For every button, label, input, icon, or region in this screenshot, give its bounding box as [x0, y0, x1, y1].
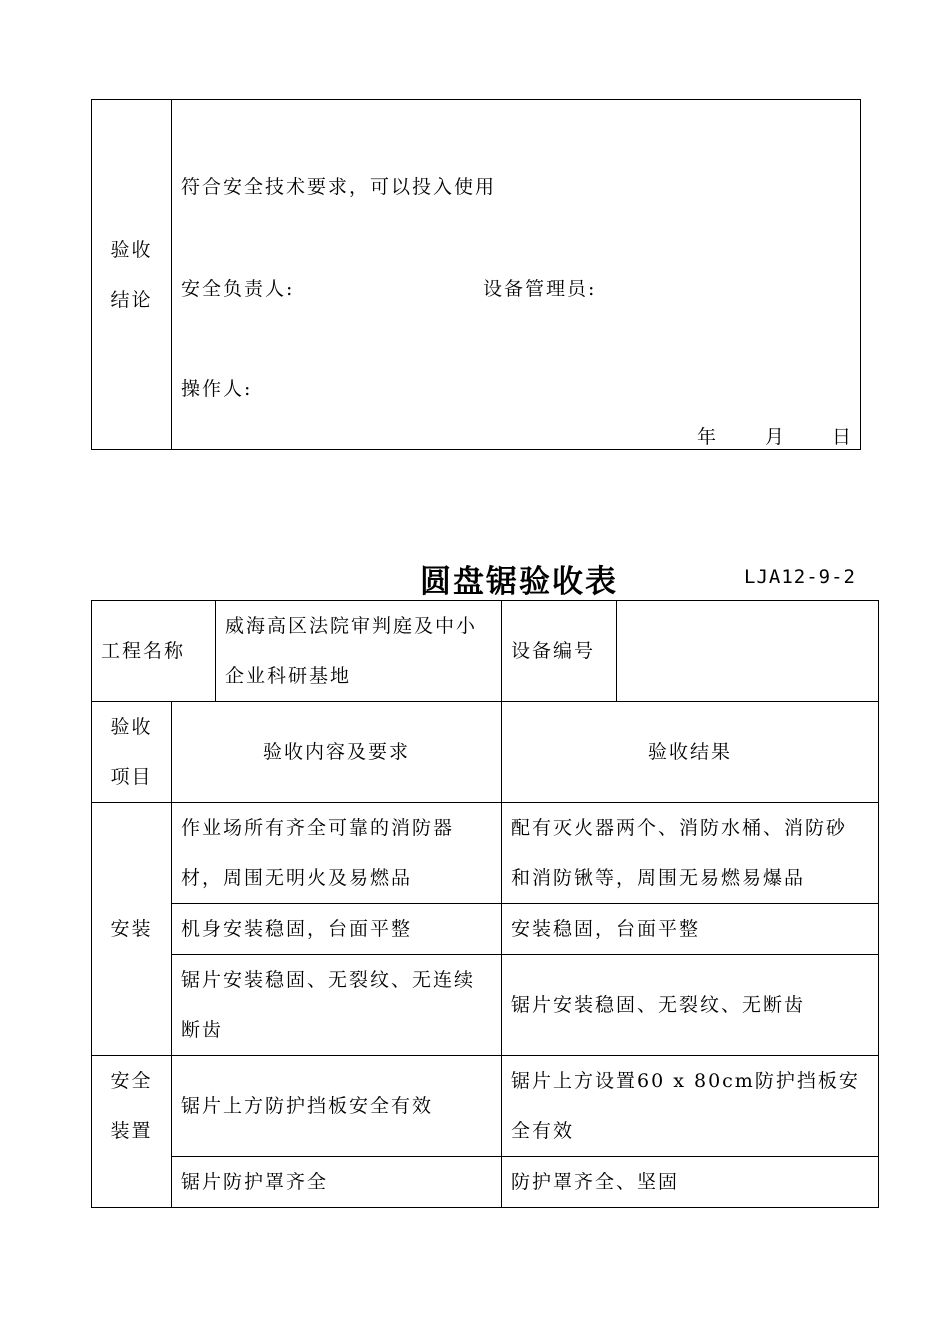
group-name-line: 装置 [110, 1120, 153, 1142]
result-line: 配有灭火器两个、消防水桶、消防砂 [511, 817, 848, 839]
conclusion-label-line: 结论 [110, 288, 153, 311]
group-name-line: 安全 [110, 1070, 153, 1092]
result-line: 和消防锹等，周围无易燃易爆品 [511, 867, 806, 889]
header-item-line: 项目 [110, 766, 153, 788]
group-name: 安装 [92, 803, 172, 1056]
conclusion-label-line: 验收 [110, 238, 153, 261]
table-row [92, 1056, 879, 1157]
equipment-no-value [617, 601, 879, 702]
project-name-value [216, 601, 502, 702]
form-code: LJA12-9-2 [744, 566, 856, 588]
requirement-cell: 锯片上方防护挡板安全有效 [172, 1056, 502, 1157]
conclusion-statement: 符合安全技术要求，可以投入使用 [181, 176, 497, 198]
operator-label: 操作人: [181, 378, 253, 400]
equipment-no-label: 设备编号 [502, 601, 617, 702]
project-row [92, 601, 879, 702]
header-content: 验收内容及要求 [172, 702, 502, 803]
result-line: 全有效 [511, 1120, 575, 1142]
project-name-label: 工程名称 [92, 601, 216, 702]
conclusion-body [172, 100, 861, 450]
requirement-cell: 机身安装稳固，台面平整 [172, 904, 502, 955]
header-item-line: 验收 [110, 716, 153, 738]
requirement-line: 材，周围无明火及易燃品 [181, 867, 413, 889]
safety-officer-label: 安全负责人: [181, 278, 295, 300]
header-row [92, 702, 879, 803]
form-title: 圆盘锯验收表 [420, 564, 618, 600]
table-row [92, 904, 879, 955]
equipment-manager-label: 设备管理员: [483, 278, 597, 300]
requirement-cell: 锯片防护罩齐全 [172, 1157, 502, 1208]
requirement-cell [172, 803, 502, 904]
result-cell: 防护罩齐全、坚固 [502, 1157, 879, 1208]
result-cell: 安装稳固，台面平整 [502, 904, 879, 955]
table-row [92, 803, 879, 904]
date-year: 年 [697, 426, 719, 448]
header-item [92, 702, 172, 803]
conclusion-label [92, 100, 172, 450]
project-name-line: 企业科研基地 [225, 665, 352, 687]
date-month: 月 [765, 426, 787, 448]
requirement-cell [172, 955, 502, 1056]
table-row [92, 955, 879, 1056]
requirement-line: 断齿 [181, 1019, 224, 1041]
requirement-line: 锯片安装稳固、无裂纹、无连续 [181, 969, 476, 991]
group-name [92, 1056, 172, 1208]
acceptance-table [91, 600, 879, 1208]
conclusion-box [91, 99, 861, 450]
header-result: 验收结果 [502, 702, 879, 803]
result-cell: 锯片安装稳固、无裂纹、无断齿 [502, 955, 879, 1056]
requirement-line: 作业场所有齐全可靠的消防器 [181, 817, 455, 839]
result-cell [502, 803, 879, 904]
date-day: 日 [832, 426, 854, 448]
table-row [92, 1157, 879, 1208]
result-line: 锯片上方设置60 x 80cm防护挡板安 [511, 1070, 860, 1092]
result-cell [502, 1056, 879, 1157]
project-name-line: 威海高区法院审判庭及中小 [225, 615, 478, 637]
